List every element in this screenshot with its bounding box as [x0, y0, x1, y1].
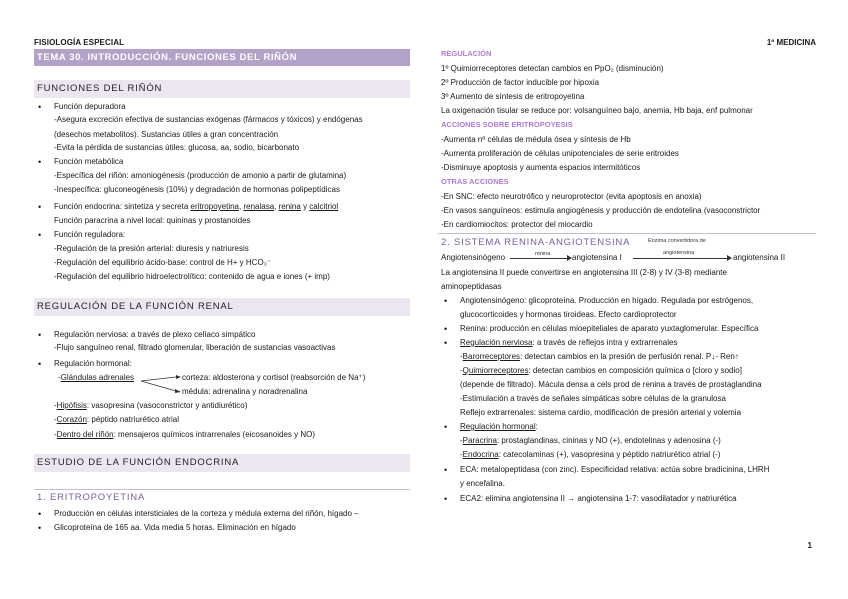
subsection-renina: 2. SISTEMA RENINA-ANGIOTENSINA: [441, 237, 631, 248]
text-line: -En SNC: efecto neurotrófico y neuroprotector (evita apoptosis en anoxia): [441, 192, 702, 201]
text-line: -Dentro del riñón: mensajeros químicos intrarrenales (eicosanoides y NO): [54, 430, 316, 439]
document-header-course: 1º MEDICINA: [766, 38, 816, 47]
subsection-eritropoyetina: 1. ERITROPOYETINA: [37, 492, 146, 503]
list-item: • Renina: producción en células mioepiteliales de aparato yuxtaglomerular. Específica: [460, 324, 758, 334]
text-line: 3º Aumento de síntesis de eritropoyetina: [441, 92, 585, 101]
text-line: -Hipófisis: vasopresina (vasoconstrictor y antidiurético): [54, 401, 248, 410]
text-line: Función paracrina a nivel local: quininas y prostanoides: [54, 216, 251, 225]
section-funciones: FUNCIONES DEL RIÑÓN: [34, 80, 410, 98]
arrow-line: [633, 258, 728, 259]
subsection-divider: [34, 489, 410, 490]
list-item: • Regulación hormonal:: [460, 422, 538, 432]
document-header-subject: FISIOLOGÍA ESPECIAL: [34, 38, 125, 47]
text-line: -Estimulación a través de señales simpáticas sobre células de la granulosa: [460, 394, 726, 403]
section-estudio: ESTUDIO DE LA FUNCIÓN ENDOCRINA: [34, 454, 410, 472]
angiotensina-ii-label: angiotensina II: [733, 253, 786, 262]
list-item: • Función reguladora:: [54, 230, 125, 240]
text-line: corteza: aldosterona y cortisol (reabsorción de Na⁺): [182, 373, 366, 382]
text-line: -Aumenta proliferación de células unipotenciales de serie eritroides: [441, 149, 679, 158]
text-line: -Evita la pérdida de sustancias útiles: glucosa, aa, sodio, bicarbonato: [54, 143, 300, 152]
list-item: • ECA: metalopeptidasa (con zinc). Especificidad relativa: actúa sobre bradicinina, LHRH: [460, 465, 769, 475]
text-line: -Disminuye apoptosis y aumenta espacios intermitóticos: [441, 163, 641, 172]
branch-arrows: [140, 375, 182, 397]
text-line: La oxigenación tisular se reduce por: volsanguíneo bajo, anemia, Hb baja, enf pulmonar: [441, 106, 753, 115]
text-line: (depende de filtrado). Mácula densa a cels prod de renina a través de prostaglandina: [460, 380, 762, 389]
list-item: • Angiotensinógeno: glicoproteína. Producción en hígado. Regulada por estrógenos,: [460, 296, 753, 306]
text-line: Reflejo extrarrenales: sistema cardio, modificación de presión arterial y volemia: [460, 408, 742, 417]
text-line: -Quimiorreceptores: detectan cambios en composición química o [cloro y sodio]: [460, 366, 742, 375]
text-line: -Glándulas adrenales: [58, 373, 135, 382]
list-item: • Función metabólica: [54, 157, 123, 167]
subheading-regulacion: REGULACIÓN: [441, 49, 492, 58]
text-line: -Específica del riñón: amoniogénesis (producción de amonio a partir de glutamina): [54, 171, 347, 180]
list-item: • Glicoproteína de 165 aa. Vida media 5 horas. Eliminación en hígado: [54, 523, 296, 533]
text-line: -Endocrina: catecolaminas (+), vasopresina y péptido natriurético atrial (-): [460, 450, 721, 459]
text-line: -Flujo sanguíneo renal, filtrado glomerular, liberación de sustancias vasoactivas: [54, 343, 336, 352]
list-item: • Regulación hormonal:: [54, 359, 132, 369]
text-line: -Regulación de la presión arterial: diuresis y natriuresis: [54, 244, 249, 253]
text-line: -Regulación del equilibrio ácido-base: control de H+ y HCO₃⁻: [54, 258, 272, 267]
list-item: • Función endocrina: sintetiza y secreta eritropoyetina, renalasa, renina y calcitriol: [54, 202, 338, 212]
text-line: -Aumenta nº células de médula ósea y síntesis de Hb: [441, 135, 631, 144]
text-line: aminopeptidasas: [441, 282, 502, 291]
text-line: -Paracrina: prostaglandinas, cininas y NO (+), endotelinas y adenosina (-): [460, 436, 721, 445]
text-line: -En vasos sanguíneos: estimula angiogénesis y producción de endotelina (vasoconstrictor: [441, 206, 761, 215]
text-line: (desechos metabolitos). Sustancias útiles a gran concentración: [54, 130, 279, 139]
list-item: • Regulación nerviosa: a través de reflejos intra y extrarrenales: [460, 338, 677, 348]
text-line: -Corazón: péptido natriurético atrial: [54, 415, 179, 424]
list-item: • Producción en células intersticiales de la corteza y médula externa del riñón, hígado –: [54, 509, 359, 519]
arrow-icon: [727, 255, 732, 261]
text-line: 1º Quimiorreceptores detectan cambios en PpO₂ (disminución): [441, 64, 664, 73]
list-item: • Función depuradora: [54, 102, 126, 112]
eca-label: Enzima convertidora de: [648, 238, 706, 244]
renina-label: renina: [535, 251, 551, 257]
subheading-acciones: ACCIONES SOBRE ERITROPOYESIS: [441, 120, 573, 129]
subsection-divider: [438, 233, 816, 234]
eca-label-2: angiotensina: [663, 250, 695, 256]
list-item: • Regulación nerviosa: a través de plexo celíaco simpático: [54, 330, 255, 340]
arrow-line: [510, 258, 568, 259]
text-line: 2º Producción de factor inducible por hipoxia: [441, 78, 600, 87]
text-line: La angiotensina II puede convertirse en angiotensina III (2-8) y IV (3-8) mediante: [441, 268, 727, 277]
text-line: médula: adrenalina y noradrenalina: [182, 387, 308, 396]
text-line: glucocorticoides y hormonas tiroideas. Efecto cardioprotector: [460, 310, 677, 319]
text-line: -Regulación del equilibrio hidroelectrolítico: contenido de agua e iones (+ imp): [54, 272, 330, 281]
section-regulacion: REGULACIÓN DE LA FUNCIÓN RENAL: [34, 298, 410, 316]
text-line: y encefalina.: [460, 479, 505, 488]
text-line: -Barorreceptores: detectan cambios en la presión de perfusión renal. P↓- Ren↑: [460, 352, 739, 361]
list-item: • ECA2: elimina angiotensina II → angiotensina 1-7: vasodilatador y natriurética: [460, 494, 737, 504]
text-line: -Inespecífica: gluconeogénesis (10%) y degradación de hormonas polipeptídicas: [54, 185, 340, 194]
subheading-otras: OTRAS ACCIONES: [441, 177, 509, 186]
page-number: 1: [807, 541, 812, 550]
text-line: -En cardiomiocitos: protector del miocardio: [441, 220, 593, 229]
angiotensinogeno-label: Angiotensinógeno: [441, 253, 506, 262]
angiotensina-i-label: angiotensina I: [572, 253, 622, 262]
text-line: -Asegura excreción efectiva de sustancias exógenas (fármacos y tóxicos) y endógenas: [54, 115, 363, 124]
topic-title: TEMA 30. INTRODUCCIÓN. FUNCIONES DEL RIÑÓN: [34, 49, 410, 66]
